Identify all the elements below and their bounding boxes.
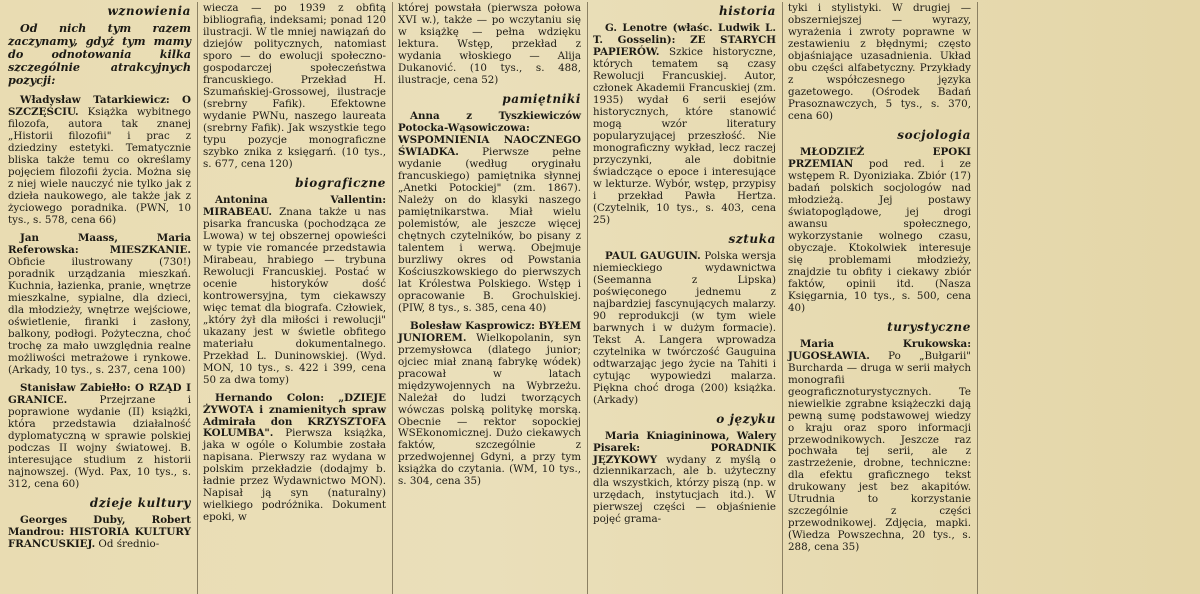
section-heading-biograficzne: biograficzne bbox=[295, 175, 386, 190]
review-entry bbox=[8, 382, 191, 490]
column-1 bbox=[3, 2, 198, 594]
entry-title: BYŁEM JUNIOREM. bbox=[398, 319, 581, 344]
entry-author: Anna z Tyszkiewiczów Potocka-Wąsowiczowa: bbox=[398, 109, 581, 134]
review-entry bbox=[398, 320, 581, 488]
section-heading-o-jezyku: o języku bbox=[716, 411, 776, 426]
entry-title: MŁODZIEŻ EPOKI PRZEMIAN bbox=[788, 145, 971, 170]
entry-body: Od średnio- bbox=[95, 537, 160, 550]
section-heading-sztuka: sztuka bbox=[728, 231, 776, 246]
continued-text: której powstała (pierwsza połowa XVI w.), także — po wczytaniu się w książkę — pełna wdzięku lektura. Wstęp, przekład z wydania włoskiego — Alija Dukanović. (10 tys., s. 488, ilustracje, cena 52) bbox=[398, 2, 581, 86]
review-entry bbox=[593, 22, 776, 226]
section-heading-historia: historia bbox=[718, 4, 776, 18]
entry-title: PORADNIK JĘZYKOWY bbox=[593, 441, 776, 466]
entry-body: Przejrzane i poprawione wydanie (II) książki, która przedstawia działalność dyplomatyczną w sprawie polskiej podczas II wojny światowej. B. interesujące studium z historii najnowszej. (Wyd. Pax, 10 tys., s. 312, cena 60) bbox=[8, 394, 191, 490]
review-entry bbox=[593, 430, 776, 526]
entry-author: Władysław Tatarkiewicz: bbox=[20, 94, 170, 107]
entry-author: Maria Krukowska: bbox=[800, 337, 971, 350]
column-5 bbox=[783, 2, 978, 594]
review-entry bbox=[8, 514, 191, 550]
entry-body: Obficie ilustrowany (730!) poradnik urządzania mieszkań. Kuchnia, łazienka, pranie, wnętrze mieszkalne, sypialne, dla dzieci, dla młodzieży, wnętrze wejściowe, oświetlenie, firanki i zasłony, balkony, podłogi. Pożyteczna, choć trochę za mało uwzględnia realne możliwości metrażowe i rynkowe. (Arkady, 10 tys., s. 237, cena 100) bbox=[8, 256, 191, 377]
column-4 bbox=[588, 2, 783, 594]
entry-body: Po „Bułgarii" Burcharda — druga w serii małych monografii geograficznoturystycznych. Te niewielkie zgrabne książeczki dają pewną sumę podstawowej wiedzy o kraju oraz sporo informacji przewodnikowych. Jeszcze raz pochwała tej serii, ale z zastrzeżenie, drobne, techniczne: dla efektu graficznego tekst drukowany jest bez akapitów. Utrudnia to korzystanie szczególnie z części przewodnikowej. Zdjęcia, mapki. (Wiedza Powszechna, 20 tys., s. 288, cena 35) bbox=[788, 349, 971, 554]
section-heading-pamietniki: pamiętniki bbox=[502, 91, 581, 106]
continued-text: wiecza — po 1939 z obfitą bibliografią, indeksami; ponad 120 ilustracji. W tle mniej nawiązań do dziejów politycznych, natomiast sporo — do ewolucji społeczno-gospodarczej społeczeństwa francuskiego. Przekład H. Szumańskiej-Grossowej, ilustracje (srebrny Fafik). Efektowne wydanie PWNu, naszego laureata (srebrny Fafik). Jak wszystkie tego typu pozycje monograficzne szybko znika z księgarń. (10 tys., s. 677, cena 120) bbox=[203, 2, 386, 170]
section-heading-wznowienia: wznowienia bbox=[107, 4, 191, 18]
entry-title: O RZĄD I GRANICE. bbox=[8, 382, 192, 406]
entry-author: PAUL GAUGUIN. bbox=[605, 249, 701, 262]
entry-author: Hernando Colon: bbox=[215, 391, 325, 404]
entry-title: MIESZKANIE. bbox=[109, 244, 191, 257]
entry-body: Pierwsza książka, jaka w ogóle o Kolumbie została napisana. Pierwszy raz wydana w polskim przekładzie (dodajmy b. ładnie przez Wydawnictwo MON). Napisał ją syn (naturalny) wielkiego podróżnika. Dokument epoki, w bbox=[203, 427, 386, 524]
entry-title: HISTORIA KULTURY FRANCUSKIEJ. bbox=[8, 525, 191, 550]
entry-body: Znana także u nas pisarka francuska (pochodząca ze Lwowa) w tej obszernej opowieści w typie vie romancée przedstawia Mirabeau, hrabiego — trybuna Rewolucji Francuskiej. Postać w ocenie historyków dość kontrowersyjna, tym ciekawszy więc temat dla biografa. Człowiek, „który żył dla miłości i rewolucji" ukazany jest w świetle obfitego materiału dokumentalnego. Przekład L. Duninowskiej. (Wyd. MON, 10 tys., s. 422 i 399, cena 50 za dwa tomy) bbox=[203, 205, 386, 386]
entry-body: Polska wersja niemieckiego wydawnictwa (Seemanna z Lipska) poświęconego jednemu z najbardziej fascynujących malarzy. 90 reprodukcji (w tym wiele barwnych i w dużym formacie). Tekst A. Langera wprowadza czytelnika w twórczość Gauguina odtwarzając jego życie na Tahiti i cytując wypowiedzi malarza. Piękna choć droga (200) książka. (Arkady) bbox=[593, 249, 776, 406]
entry-author: Maria Kniagininowa, Walery Pisarek: bbox=[593, 429, 776, 454]
section-heading-turystyczne: turystyczne bbox=[887, 319, 971, 334]
entry-author: Bolesław Kasprowicz: bbox=[410, 319, 535, 332]
review-entry bbox=[8, 232, 191, 376]
entry-author: Georges Duby, Robert Mandrou: bbox=[8, 513, 191, 538]
entry-title: MIRABEAU. bbox=[203, 205, 272, 218]
entry-body: Szkice historyczne, których tematem są czasy Rewolucji Francuskiej. Autor, członek Akademii Francuskiej (zm. 1935) wydał 6 serii esejów historycznych, które stanowić mogą wzór literatury popularyzującej przeszłość. Nie monograficzny wykład, lecz raczej przyczynki, ale dobitnie świadczące o epoce i interesujące w lekturze. Wybór, wstęp, przypisy i przekład Pawła Hertza. (Czytelnik, 10 tys., s. 403, cena 25) bbox=[593, 45, 776, 226]
column-3 bbox=[393, 2, 588, 594]
continued-text: tyki i stylistyki. W drugiej — obszerniejszej — wyrazy, wyrażenia i zwroty poprawne w zestawieniu z błędnymi; często objaśniające uzasadnienia. Układ obu części alfabetyczny. Przykłady z współczesnego języka gazetowego. (Ośrodek Badań Prasoznawczych, 5 tys., s. 370, cena 60) bbox=[788, 2, 971, 122]
entry-title: „DZIEJE ŻYWOTA i znamienitych spraw Admirała don KRZYSZTOFA KOLUMBA". bbox=[203, 391, 386, 440]
entry-body: Książka wybitnego filozofa, autora tak znanej „Historii filozofii" i prac z dziedziny estetyki. Tematycznie bliska także temu co określamy pojęciem filozofii życia. Można się z niej wiele nauczyć nie tylko jak z dzieła naukowego, ale także jak z życiowego poradnika. (PWN, 10 tys., s. 578, cena 66) bbox=[8, 106, 191, 227]
review-entry bbox=[203, 392, 386, 524]
review-entry bbox=[398, 110, 581, 314]
entry-author: Jan Maass, Maria Referowska: bbox=[8, 232, 191, 257]
entry-body: pod red. i ze wstępem R. Dyoniziaka. Zbiór (17) badań polskich socjologów nad młodzieżą. Jej postawy światopoglądowe, jej drogi awansu społecznego, wykorzystanie wolnego czasu, obyczaje. Ktokolwiek interesuje się problemami młodzieży, znajdzie tu obfity i ciekawy zbiór faktów, opinii itd. (Nasza Księgarnia, 10 tys., s. 500, cena 40) bbox=[788, 157, 971, 314]
column-6 bbox=[978, 2, 994, 594]
review-entry bbox=[593, 250, 776, 406]
entry-title: JUGOSŁAWIA. bbox=[788, 349, 870, 362]
entry-title: (właśc. Ludwik L. T. Gosselin): ZE STARYCH PAPIERÓW. bbox=[593, 22, 776, 58]
entry-body: Pierwsze pełne wydanie (według oryginału francuskiego) pamiętnika słynnej „Anetki Potockiej" (zm. 1867). Należy on do klasyki naszego pamiętnikarstwa. Miał wielu polemistów, ale jeszcze więcej chętnych czytelników, bo pisany z talentem i werwą. Obejmuje burzliwy okres od Powstania Kościuszkowskiego do pierwszych lat Królestwa Polskiego. Wstęp i opracowanie B. Grochulskiej. (PIW, 8 tys., s. 385, cena 40) bbox=[398, 145, 581, 314]
entry-author: G. Lenotre bbox=[605, 22, 668, 34]
entry-title: WSPOMNIENIA NAOCZNEGO ŚWIADKA. bbox=[398, 133, 581, 158]
section-heading-dzieje-kultury: dzieje kultury bbox=[89, 495, 191, 510]
entry-author: Antonina Vallentin: bbox=[215, 193, 386, 206]
entry-body: Wielkopolanin, syn przemysłowca (dlatego junior; ojciec miał znaną fabrykę wódek) pracował w latach międzywojennych na Wybrzeżu. Należał do ludzi tworzących wówczas polską politykę morską. Obecnie — rektor sopockiej WSEkonomicznej. Dużo ciekawych faktów, szczególnie z przedwojennej Gdyni, a przy tym książka do czytania. (WM, 10 tys., s. 304, cena 35) bbox=[398, 331, 581, 488]
review-entry bbox=[8, 94, 191, 226]
review-entry bbox=[788, 338, 971, 554]
review-entry bbox=[203, 194, 386, 386]
column-2 bbox=[198, 2, 393, 594]
entry-body: wydany z myślą o dziennikarzach, ale b. użyteczny dla wszystkich, którzy piszą (np. w urzędach, instytucjach itd.). W pierwszej części — objaśnienie pojęć grama- bbox=[593, 453, 776, 526]
entry-author: Stanisław Zabiełło: bbox=[20, 382, 131, 395]
section-heading-socjologia: socjologia bbox=[897, 127, 971, 142]
entry-title: O SZCZĘŚCIU. bbox=[8, 94, 191, 119]
lead-paragraph: Od nich tym razem zaczynamy, gdyż tym mamy do odnotowania kilka szczególnie atrakcyjnych pozycji: bbox=[8, 21, 191, 87]
review-entry bbox=[788, 146, 971, 314]
